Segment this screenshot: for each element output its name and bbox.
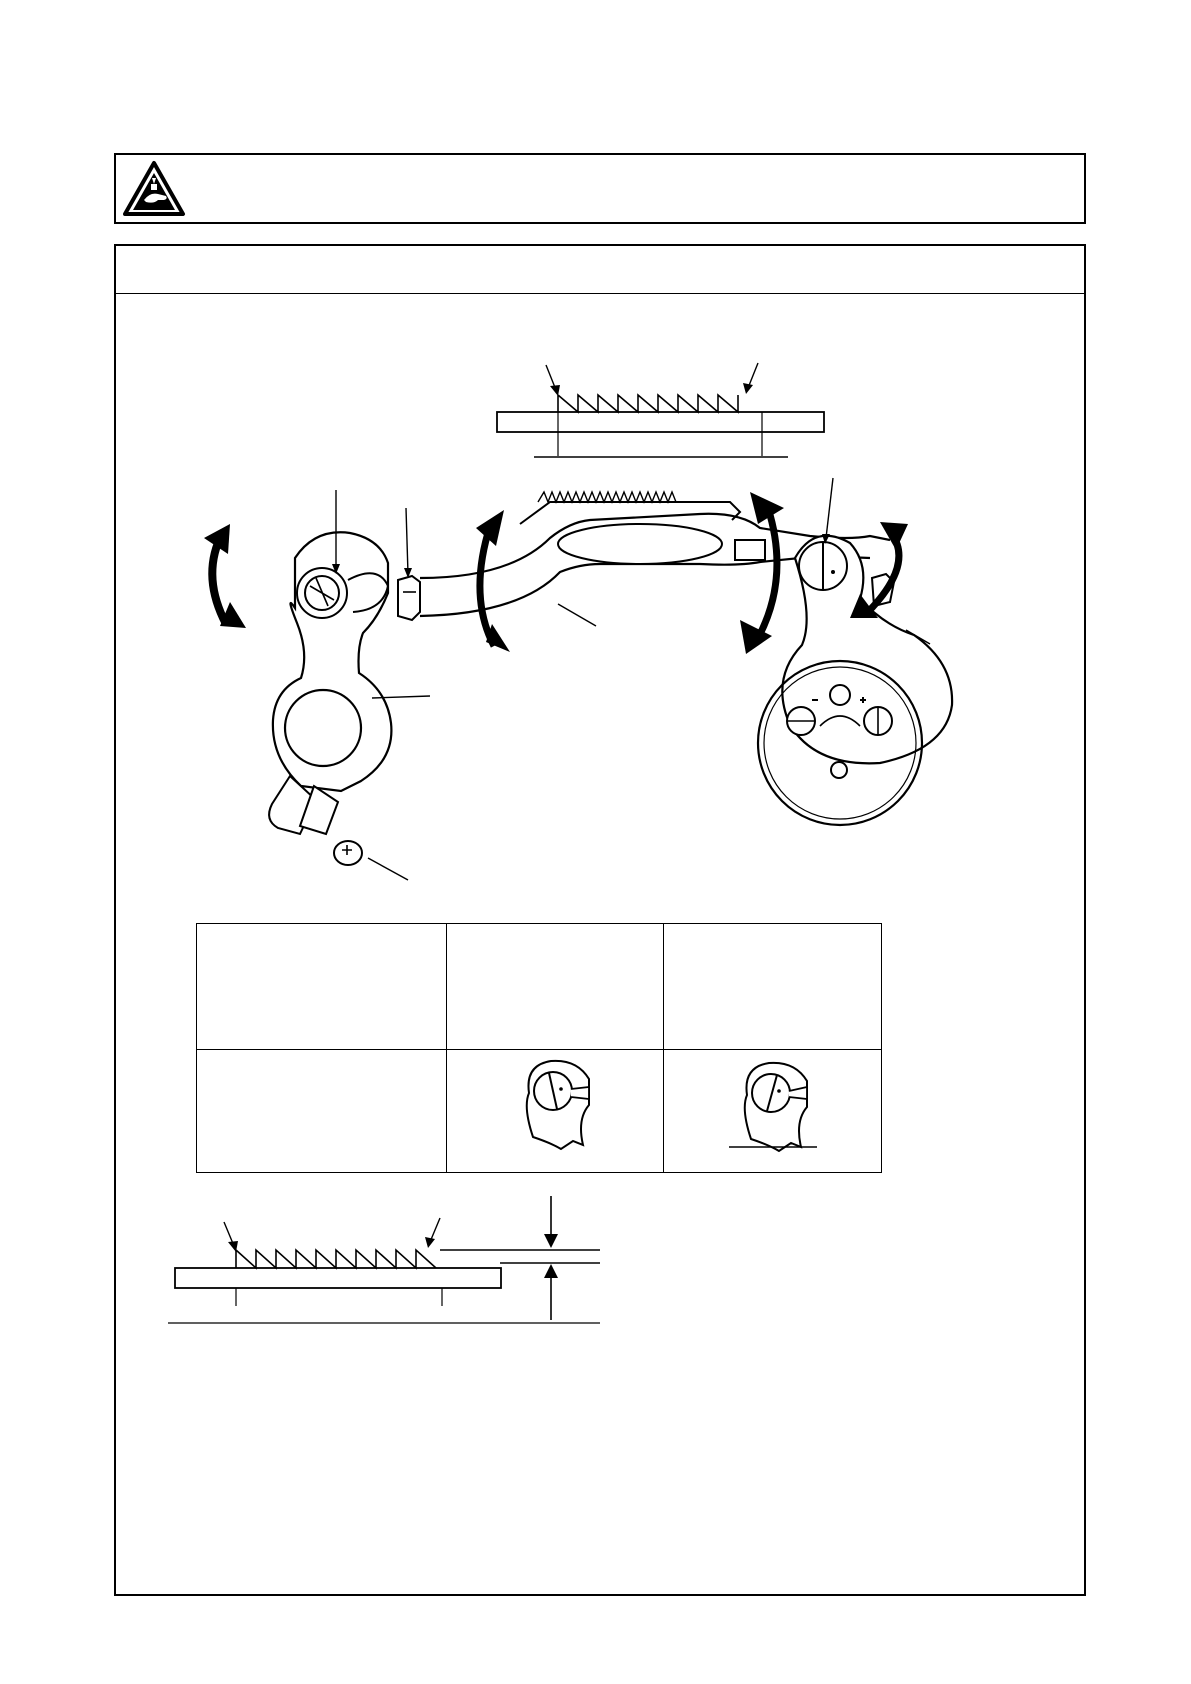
hand-crush-warning-icon — [122, 160, 186, 218]
section-header — [116, 246, 1084, 294]
table-cell — [447, 924, 664, 1050]
table-cell — [664, 1050, 882, 1173]
table-cell — [447, 1050, 664, 1173]
adjustment-table — [196, 923, 882, 1173]
table-cell — [197, 1050, 447, 1173]
warning-box — [114, 153, 1086, 224]
table-row — [197, 1050, 882, 1173]
table-cell — [664, 924, 882, 1050]
eccentric-shaft-mark-position-a-icon — [505, 1059, 605, 1159]
feed-dog-height-profile — [168, 1192, 608, 1327]
eccentric-shaft-mark-position-b-icon — [723, 1059, 823, 1159]
table-cell — [197, 924, 447, 1050]
feed-bar-mechanism-drawing — [190, 468, 1000, 888]
feed-dog-teeth-profile — [490, 360, 830, 465]
table-row — [197, 924, 882, 1050]
